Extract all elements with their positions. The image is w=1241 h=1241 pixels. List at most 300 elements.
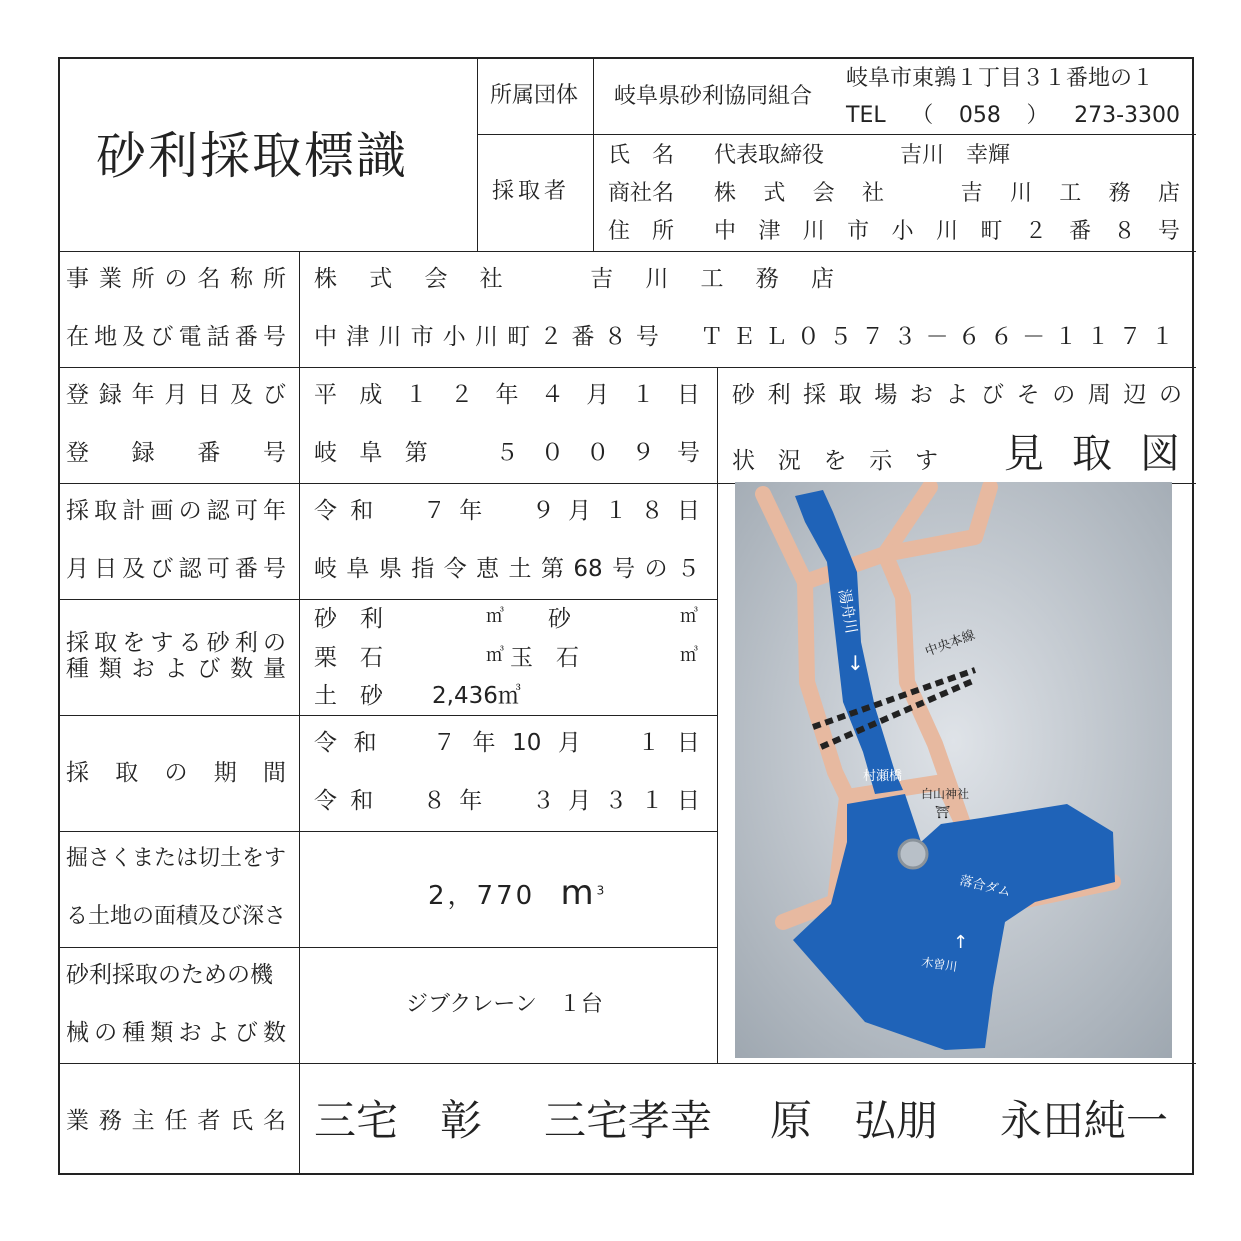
char: 期: [213, 760, 237, 786]
char: 岐: [314, 440, 337, 466]
char: 月: [568, 788, 592, 814]
sketch-map: [735, 482, 1172, 1058]
office-name: [314, 268, 834, 291]
char: －: [925, 324, 949, 350]
registration-number: [314, 442, 700, 465]
char: ５: [676, 556, 700, 582]
char: 会: [424, 266, 448, 292]
char: ０: [586, 440, 610, 466]
plan-value-cell: [300, 484, 718, 600]
affiliation-address: 岐阜市東鶉１丁目３１番地の１: [846, 66, 1155, 91]
char: 場: [874, 382, 898, 408]
extractor-label-cell: [478, 135, 594, 252]
kinds-label-2: [66, 658, 286, 681]
kind-cobble-unit: ㎥: [486, 645, 504, 666]
extractor-address-label: 住 所: [608, 219, 675, 244]
char: 日: [676, 788, 700, 814]
kind-cobble: 栗 石: [314, 645, 383, 671]
map-heading-2: [732, 450, 938, 473]
kind-gravel-unit: ㎥: [486, 606, 504, 627]
char: 所: [131, 266, 155, 292]
tel-open: （: [911, 103, 934, 128]
map-heading-1: [732, 384, 1182, 407]
char: 計: [122, 498, 146, 524]
char: ８: [422, 788, 446, 814]
char: 取: [115, 760, 139, 786]
char: 所: [262, 266, 286, 292]
char: を: [823, 448, 847, 474]
char: の: [262, 630, 286, 656]
char: 月: [586, 382, 610, 408]
manager-2: 三宅孝幸: [544, 1096, 713, 1145]
char: Ｔ: [700, 324, 724, 350]
char: 小: [891, 219, 914, 244]
char: ０: [540, 440, 564, 466]
extractor-name-label: 氏 名: [608, 143, 675, 168]
char: ２: [1024, 219, 1047, 244]
char: 録: [131, 440, 155, 466]
office-value-cell: [300, 252, 1196, 368]
char: び: [150, 324, 174, 350]
char: 取: [94, 498, 118, 524]
excavation-label-cell: [60, 832, 300, 948]
char: 店: [1157, 181, 1180, 206]
machine-label-1: 砂利採取のための機: [66, 962, 273, 988]
char: 主: [131, 1108, 155, 1134]
char: 示: [869, 448, 893, 474]
char: 年: [459, 498, 483, 524]
excavation-number: 2，770: [428, 881, 536, 911]
plan-label-2: [66, 558, 286, 581]
char: び: [262, 382, 286, 408]
label-railway: 中央本線: [923, 627, 978, 660]
char: 店: [810, 266, 834, 292]
char: 者: [197, 1108, 221, 1134]
tel-area: 058: [958, 103, 1001, 128]
affiliation-name: 岐阜県砂利協同組合: [614, 84, 813, 109]
char: 号: [1157, 219, 1180, 244]
char: 令: [314, 788, 337, 814]
char: の: [1052, 382, 1076, 408]
char: 録: [98, 382, 122, 408]
char: 及: [230, 382, 254, 408]
char: 株: [714, 181, 737, 206]
char: 月: [568, 498, 592, 524]
char: 取: [838, 382, 862, 408]
char: ３: [893, 324, 917, 350]
char: 和: [350, 788, 374, 814]
char: 任: [164, 1108, 188, 1134]
extractor-label: 採取者: [492, 179, 571, 204]
char: ３: [604, 788, 628, 814]
char: 津: [346, 324, 370, 350]
char: 話: [206, 324, 230, 350]
label-river-upper: 湯舟川: [835, 587, 861, 636]
char: 第: [540, 556, 564, 582]
shrine-mark: ⛩: [935, 805, 951, 819]
excavation-label-1: 掘さくまたは切土をす: [66, 846, 287, 871]
char: 日: [197, 382, 221, 408]
char: 採: [66, 630, 89, 656]
title-cell: [60, 59, 478, 252]
arrow-upstream: ↑: [953, 932, 969, 953]
plan-label-cell: [60, 484, 300, 600]
char: 指: [411, 556, 435, 582]
label-dam: 落合ダム: [958, 873, 1013, 901]
char: 事: [66, 266, 89, 292]
manager-4: 永田純一: [1000, 1096, 1169, 1145]
registration-label-1: [66, 384, 286, 407]
char: 第: [404, 440, 428, 466]
char: 川: [935, 219, 958, 244]
char: 在: [66, 324, 89, 350]
char: 川: [645, 266, 669, 292]
managers-label-cell: [60, 1064, 300, 1175]
char: の: [164, 760, 188, 786]
excavation-unit: m: [560, 873, 597, 913]
char: 日: [676, 498, 700, 524]
char: を: [122, 630, 146, 656]
char: ９: [531, 498, 555, 524]
char: び: [150, 556, 174, 582]
char: ２: [450, 382, 474, 408]
char: [668, 326, 691, 349]
char: 務: [1108, 181, 1131, 206]
char: 川: [474, 324, 498, 350]
char: 土: [508, 556, 532, 582]
char: 取: [94, 630, 118, 656]
char: す: [150, 630, 174, 656]
char: [535, 268, 558, 291]
char: お: [909, 382, 933, 408]
kind-soil-value: 2,436㎥: [432, 683, 521, 709]
label-bridge: 村瀬橋: [863, 769, 903, 784]
char: 及: [122, 556, 146, 582]
char: 吉: [960, 181, 983, 206]
kinds-label-cell: [60, 600, 300, 716]
char: 況: [777, 448, 801, 474]
char: [387, 790, 410, 813]
char: 砂: [732, 382, 755, 408]
char: 量: [262, 656, 286, 682]
tel-close: ）: [1026, 103, 1049, 128]
char: 年: [131, 382, 155, 408]
char: 認: [206, 498, 230, 524]
manager-3: 原 弘朋: [770, 1096, 939, 1145]
period-label-cell: [60, 716, 300, 832]
affiliation-label-cell: [478, 59, 594, 135]
char: 電: [178, 324, 202, 350]
excavation-value-cell: [300, 832, 718, 948]
plan-number: [314, 558, 700, 581]
char: ４: [540, 382, 564, 408]
char: ８: [640, 498, 664, 524]
extractor-address: [714, 221, 1180, 243]
char: よ: [945, 382, 969, 408]
char: ７: [861, 324, 885, 350]
char: １: [1054, 324, 1078, 350]
char: 市: [847, 219, 870, 244]
kind-sand-unit: ㎥: [680, 606, 698, 627]
char: －: [1022, 324, 1046, 350]
char: 可: [206, 556, 230, 582]
char: 式: [369, 266, 393, 292]
char: 番: [234, 324, 258, 350]
char: 種: [122, 1020, 146, 1046]
extractor-company-label: 商社名: [608, 181, 675, 206]
char: 月: [164, 382, 188, 408]
char: 川: [1009, 181, 1032, 206]
char: ６: [989, 324, 1013, 350]
char: ３: [531, 788, 555, 814]
char: １: [404, 382, 428, 408]
char: す: [915, 448, 938, 474]
char: の: [644, 556, 668, 582]
char: 号: [262, 556, 286, 582]
label-river-lower: 木曽川: [920, 955, 959, 974]
label-shrine: 白山神社: [921, 787, 970, 801]
char: ８: [1113, 219, 1136, 244]
kind-pebble-unit: ㎥: [680, 645, 698, 666]
char: 川: [802, 219, 825, 244]
char: 社: [479, 266, 503, 292]
char: 周: [1087, 382, 1111, 408]
char: 日: [94, 556, 118, 582]
char: 令: [443, 556, 467, 582]
char: び: [234, 1020, 258, 1046]
char: 称: [230, 266, 254, 292]
char: ９: [631, 440, 655, 466]
char: ６: [957, 324, 981, 350]
char: 砂: [206, 630, 230, 656]
char: 可: [234, 498, 258, 524]
char: ７: [422, 498, 446, 524]
affiliation-label: 所属団体: [490, 83, 579, 108]
manager-1: 三宅 彰: [314, 1096, 483, 1145]
char: 吉: [590, 266, 614, 292]
char: よ: [164, 656, 188, 682]
managers-value-cell: [300, 1064, 1196, 1175]
kinds-value-cell: [300, 600, 718, 716]
extractor-name-role: 代表取締役: [714, 143, 825, 168]
registration-date: [314, 384, 700, 407]
char: 氏: [230, 1108, 254, 1134]
char: 業: [66, 1108, 89, 1134]
char: 10: [512, 730, 542, 756]
char: 中: [714, 219, 737, 244]
period-label: [66, 762, 286, 785]
char: 番: [197, 440, 221, 466]
char: [598, 732, 621, 755]
extractor-cell: [594, 135, 1196, 252]
char: る: [178, 630, 202, 656]
machine-value: ジブクレーン １台: [406, 992, 603, 1017]
char: 川: [378, 324, 402, 350]
kinds-label-1: [66, 632, 286, 655]
extractor-company: [714, 183, 1180, 205]
char: の: [164, 266, 188, 292]
arrow-downstream: ↓: [847, 651, 864, 675]
char: [495, 790, 518, 813]
excavation-unit-sup: 3: [596, 883, 608, 898]
char: [495, 500, 518, 523]
char: 類: [98, 656, 122, 682]
char: 岐: [314, 556, 337, 582]
char: の: [94, 1020, 118, 1046]
char: 数: [262, 1020, 286, 1046]
char: 年: [262, 498, 286, 524]
char: 採: [66, 760, 89, 786]
char: 号: [677, 440, 700, 466]
char: １: [631, 382, 655, 408]
char: [387, 500, 410, 523]
map-heading-big: [1004, 431, 1180, 477]
char: 数: [230, 656, 254, 682]
char: 画: [150, 498, 174, 524]
char: 登: [66, 440, 89, 466]
char: 年: [495, 382, 519, 408]
char: 日: [677, 382, 700, 408]
tel-label: TEL: [846, 103, 886, 128]
kind-soil: 土 砂: [314, 683, 383, 709]
char: そ: [1016, 382, 1040, 408]
affiliation-tel: [846, 105, 1180, 127]
char: 採: [803, 382, 827, 408]
char: 号: [262, 324, 286, 350]
machine-label-2: [66, 1022, 286, 1045]
period-value-cell: [300, 716, 718, 832]
char: 務: [98, 1108, 122, 1134]
char: Ｅ: [732, 324, 756, 350]
char: 辺: [1123, 382, 1147, 408]
kind-sand: 砂: [548, 606, 571, 632]
managers-label: [66, 1110, 286, 1133]
char: 月: [558, 730, 582, 756]
char: 会: [812, 181, 835, 206]
registration-label-cell: [60, 368, 300, 484]
char: 中: [314, 324, 337, 350]
char: 68: [573, 556, 603, 582]
char: Ｌ: [764, 324, 788, 350]
char: 小: [442, 324, 466, 350]
char: 令: [314, 730, 337, 756]
char: [911, 183, 933, 205]
char: 名: [197, 266, 221, 292]
char: 市: [410, 324, 434, 350]
char: 利: [767, 382, 791, 408]
char: １: [640, 788, 664, 814]
tel-number: 273-3300: [1074, 103, 1180, 128]
office-address: [314, 326, 1174, 349]
char: １: [1086, 324, 1110, 350]
page-title: 砂利採取標識: [96, 127, 408, 185]
char: 種: [66, 656, 89, 682]
char: ５: [829, 324, 852, 350]
char: 番: [1069, 219, 1092, 244]
machine-label-cell: [60, 948, 300, 1064]
char: [393, 732, 416, 755]
period-start: [314, 732, 700, 755]
char: 和: [350, 498, 374, 524]
char: 町: [507, 324, 531, 350]
char: の: [1158, 382, 1182, 408]
char: 業: [98, 266, 122, 292]
office-label-1: [66, 268, 286, 291]
char: お: [131, 656, 155, 682]
map-heading-cell: [718, 368, 1196, 484]
char: 間: [263, 760, 286, 786]
char: 地: [94, 324, 118, 350]
char: 類: [150, 1020, 174, 1046]
kind-gravel: 砂 利: [314, 606, 383, 632]
affiliation-cell: [594, 59, 1196, 135]
excavation-value: [428, 873, 608, 913]
char: 状: [732, 448, 755, 474]
char: 町: [980, 219, 1003, 244]
period-end: [314, 790, 700, 813]
sketch-map-svg: [735, 482, 1172, 1058]
char: の: [178, 498, 202, 524]
char: 号: [635, 324, 659, 350]
char: 阜: [359, 440, 383, 466]
excavation-label-2: る土地の面積及び深さ: [66, 904, 287, 929]
char: 社: [861, 181, 884, 206]
plan-date: [314, 500, 700, 523]
dam-point: [899, 840, 927, 868]
char: ２: [539, 324, 563, 350]
char: 番: [234, 556, 258, 582]
char: 津: [758, 219, 781, 244]
char: 令: [314, 498, 337, 524]
char: ５: [495, 440, 519, 466]
char: び: [197, 656, 221, 682]
char: 械: [66, 1020, 89, 1046]
char: ０: [796, 324, 820, 350]
machine-value-cell: [300, 948, 718, 1064]
office-label-2: [66, 326, 286, 349]
char: 取: [1072, 431, 1112, 477]
char: 平: [314, 382, 337, 408]
char: 号: [262, 440, 286, 466]
char: 和: [353, 730, 377, 756]
char: 利: [234, 630, 258, 656]
char: 認: [178, 556, 202, 582]
char: 年: [459, 788, 483, 814]
char: ８: [603, 324, 627, 350]
kind-pebble: 玉 石: [510, 645, 579, 671]
char: 務: [755, 266, 779, 292]
char: 年: [472, 730, 496, 756]
char: 月: [66, 556, 89, 582]
extractor-name-value: 吉川 幸輝: [900, 143, 1011, 168]
char: 工: [1059, 181, 1082, 206]
registration-value-cell: [300, 368, 718, 484]
char: 阜: [346, 556, 370, 582]
char: 恵: [476, 556, 500, 582]
char: 株: [314, 266, 337, 292]
char: お: [178, 1020, 202, 1046]
char: 工: [700, 266, 724, 292]
office-label-cell: [60, 252, 300, 368]
char: １: [637, 730, 661, 756]
char: 番: [571, 324, 595, 350]
char: [450, 442, 473, 465]
char: び: [981, 382, 1005, 408]
char: 成: [359, 382, 383, 408]
char: ７: [432, 730, 456, 756]
registration-label-2: [66, 442, 286, 465]
char: 号: [612, 556, 636, 582]
